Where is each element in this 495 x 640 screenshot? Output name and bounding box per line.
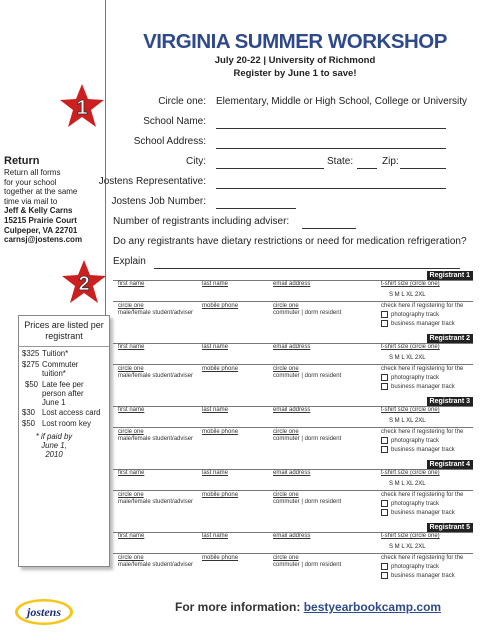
photography-track-option[interactable] [381, 311, 439, 318]
price-amount-2: $275 [22, 360, 40, 369]
business-track-label: business manager track [391, 573, 455, 580]
job-number-field[interactable] [216, 208, 296, 209]
last-name-field[interactable]: last name [202, 344, 229, 350]
school-name-field[interactable] [216, 128, 446, 129]
explain-label: Explain [113, 256, 146, 267]
residence-label: circle one [273, 429, 299, 435]
row-divider [113, 364, 473, 365]
zip-label: Zip: [382, 156, 399, 167]
track-instruction: check here if registering for the [381, 555, 464, 561]
registrant-block [113, 459, 473, 527]
return-city: Culpeper, VA 22701 [4, 225, 78, 235]
photography-checkbox[interactable] [381, 500, 388, 507]
row-divider [113, 490, 473, 491]
photography-track-option[interactable] [381, 500, 439, 507]
return-email: carnsj@jostens.com [4, 235, 83, 245]
early-deadline: Register by June 1 to save! [233, 68, 357, 79]
photography-checkbox[interactable] [381, 311, 388, 318]
residence-label: circle one [273, 555, 299, 561]
tshirt-size-options[interactable]: S M L XL 2XL [389, 418, 426, 424]
first-name-field[interactable]: first name [118, 344, 145, 350]
tshirt-size-label: t-shirt size (circle one) [381, 281, 440, 287]
price-amount-1: $325 [22, 349, 40, 358]
business-track-option[interactable] [381, 383, 455, 390]
mobile-phone-field[interactable]: mobile phone [202, 303, 239, 309]
tshirt-size-options[interactable]: S M L XL 2XL [389, 292, 426, 298]
price-heading: Prices are listed per registrant [19, 316, 109, 347]
residence-label: circle one [273, 492, 299, 498]
return-street: 15215 Prairie Court [4, 215, 77, 225]
business-checkbox[interactable] [381, 509, 388, 516]
photography-track-label: photography track [391, 564, 440, 571]
registrant-label: Registrant 2 [427, 334, 473, 343]
row-divider [113, 301, 473, 302]
school-level-options[interactable]: Elementary, Middle or High School, College or University [216, 96, 468, 107]
gender-role-label: circle one [118, 366, 144, 372]
price-amount-3: $50 [25, 380, 39, 389]
business-checkbox[interactable] [381, 446, 388, 453]
gender-role-label: circle one [118, 492, 144, 498]
photography-track-option[interactable] [381, 437, 439, 444]
more-info-label: For more information: [175, 600, 301, 614]
registrant-label: Registrant 4 [427, 460, 473, 469]
event-date-location: July 20-22 | University of Richmond [214, 55, 376, 66]
photography-track-option[interactable] [381, 563, 439, 570]
mobile-phone-field[interactable]: mobile phone [202, 429, 239, 435]
business-track-option[interactable] [381, 446, 455, 453]
email-field[interactable]: email address [273, 281, 311, 287]
residence-options[interactable]: commuter | dorm resident [273, 310, 342, 316]
state-field[interactable] [357, 168, 377, 169]
registrant-count-label: Number of registrants including adviser: [113, 216, 290, 227]
first-name-field[interactable]: first name [118, 407, 145, 413]
registrant-count-field[interactable] [302, 228, 356, 229]
more-info [175, 600, 441, 614]
email-field[interactable]: email address [273, 407, 311, 413]
business-track-label: business manager track [391, 384, 455, 391]
gender-role-options[interactable]: male/female student/adviser [118, 310, 194, 316]
gender-role-label: circle one [118, 429, 144, 435]
residence-options[interactable]: commuter | dorm resident [273, 373, 342, 379]
return-instructions: Return all forms for your school together at the same time via mail to Jeff & Kelly Carns 15215 Prairie Court Culpeper, VA 22701 carnsj@jostens.com [4, 168, 83, 245]
circle-one-label: Circle one: [158, 96, 206, 107]
photography-checkbox[interactable] [381, 437, 388, 444]
job-number-label: Jostens Job Number: [111, 196, 206, 207]
business-checkbox[interactable] [381, 383, 388, 390]
business-track-label: business manager track [391, 510, 455, 517]
tshirt-size-label: t-shirt size (circle one) [381, 344, 440, 350]
gender-role-options[interactable]: male/female student/adviser [118, 373, 194, 379]
tshirt-size-label: t-shirt size (circle one) [381, 470, 440, 476]
gender-role-label: circle one [118, 555, 144, 561]
registrant-label: Registrant 1 [427, 271, 473, 280]
business-checkbox[interactable] [381, 320, 388, 327]
tshirt-size-options[interactable]: S M L XL 2XL [389, 544, 426, 550]
city-field[interactable] [216, 168, 324, 169]
zip-field[interactable] [400, 168, 446, 169]
price-desc-3: Late fee per person after June 1 [42, 380, 84, 407]
step-two-number: 2 [78, 273, 90, 295]
business-track-option[interactable] [381, 509, 455, 516]
tshirt-size-label: t-shirt size (circle one) [381, 533, 440, 539]
row-divider [113, 427, 473, 428]
price-desc-5: Lost room key [42, 419, 91, 428]
photography-track-label: photography track [391, 501, 440, 508]
tshirt-size-options[interactable]: S M L XL 2XL [389, 481, 426, 487]
mobile-phone-field[interactable]: mobile phone [202, 492, 239, 498]
photography-track-label: photography track [391, 375, 440, 382]
gender-role-label: circle one [118, 303, 144, 309]
row-divider [113, 553, 473, 554]
track-instruction: check here if registering for the [381, 366, 464, 372]
explain-field[interactable] [154, 268, 460, 269]
business-track-option[interactable] [381, 320, 455, 327]
last-name-field[interactable]: last name [202, 407, 229, 413]
website-link[interactable]: bestyearbookcamp.com [303, 600, 442, 614]
first-name-field[interactable]: first name [118, 533, 145, 539]
residence-options[interactable]: commuter | dorm resident [273, 562, 342, 568]
track-instruction: check here if registering for the [381, 492, 464, 498]
first-name-field[interactable]: first name [118, 470, 145, 476]
photography-track-label: photography track [391, 312, 440, 319]
city-label: City: [186, 156, 206, 167]
first-name-field[interactable]: first name [118, 281, 145, 287]
tshirt-size-options[interactable]: S M L XL 2XL [389, 355, 426, 361]
price-desc-2: Commuter tuition* [42, 360, 79, 378]
last-name-field[interactable]: last name [202, 533, 229, 539]
jostens-rep-label: Jostens Representative: [98, 176, 206, 187]
return-name: Jeff & Kelly Carns [4, 206, 73, 216]
dietary-question: Do any registrants have dietary restrictions or need for medication refrigeration? [113, 236, 467, 247]
registrant-label: Registrant 3 [427, 397, 473, 406]
step-two-star-icon [60, 258, 108, 306]
gender-role-options[interactable]: male/female student/adviser [118, 436, 194, 442]
photography-track-option[interactable] [381, 374, 439, 381]
price-desc-1: Tuition* [42, 349, 69, 358]
last-name-field[interactable]: last name [202, 470, 229, 476]
gender-role-options[interactable]: male/female student/adviser [118, 562, 194, 568]
residence-label: circle one [273, 303, 299, 309]
registrant-label: Registrant 5 [427, 523, 473, 532]
school-address-field[interactable] [216, 148, 446, 149]
business-track-option[interactable] [381, 572, 455, 579]
residence-label: circle one [273, 366, 299, 372]
step-one-star-icon [58, 82, 106, 130]
business-track-label: business manager track [391, 447, 455, 454]
email-field[interactable]: email address [273, 470, 311, 476]
mobile-phone-field[interactable]: mobile phone [202, 366, 239, 372]
mobile-phone-field[interactable]: mobile phone [202, 555, 239, 561]
page-title: VIRGINIA SUMMER WORKSHOP [143, 30, 447, 53]
photography-checkbox[interactable] [381, 563, 388, 570]
email-field[interactable]: email address [273, 533, 311, 539]
registrant-block [113, 522, 473, 590]
school-address-label: School Address: [133, 136, 206, 147]
photography-checkbox[interactable] [381, 374, 388, 381]
business-track-label: business manager track [391, 321, 455, 328]
tshirt-size-label: t-shirt size (circle one) [381, 407, 440, 413]
price-footnote: * if paid by June 1, 2010 [35, 432, 73, 459]
registrant-grid [113, 270, 473, 588]
state-label: State: [327, 156, 354, 167]
photography-track-label: photography track [391, 438, 440, 445]
svg-text:jostens: jostens [26, 605, 62, 619]
residence-options[interactable]: commuter | dorm resident [273, 499, 342, 505]
gender-role-options[interactable]: male/female student/adviser [118, 499, 194, 505]
return-heading: Return [4, 155, 40, 167]
step-one-number: 1 [76, 97, 88, 119]
residence-options[interactable]: commuter | dorm resident [273, 436, 342, 442]
price-amount-5: $50 [22, 419, 36, 428]
jostens-rep-field[interactable] [216, 188, 446, 189]
last-name-field[interactable]: last name [202, 281, 229, 287]
registrant-block [113, 396, 473, 464]
jostens-logo [14, 597, 74, 627]
price-desc-4: Lost access card [42, 408, 101, 417]
email-field[interactable]: email address [273, 344, 311, 350]
registrant-block [113, 270, 473, 338]
track-instruction: check here if registering for the [381, 429, 464, 435]
registrant-block [113, 333, 473, 401]
track-instruction: check here if registering for the [381, 303, 464, 309]
price-amount-4: $30 [22, 408, 36, 417]
school-name-label: School Name: [143, 116, 206, 127]
business-checkbox[interactable] [381, 572, 388, 579]
